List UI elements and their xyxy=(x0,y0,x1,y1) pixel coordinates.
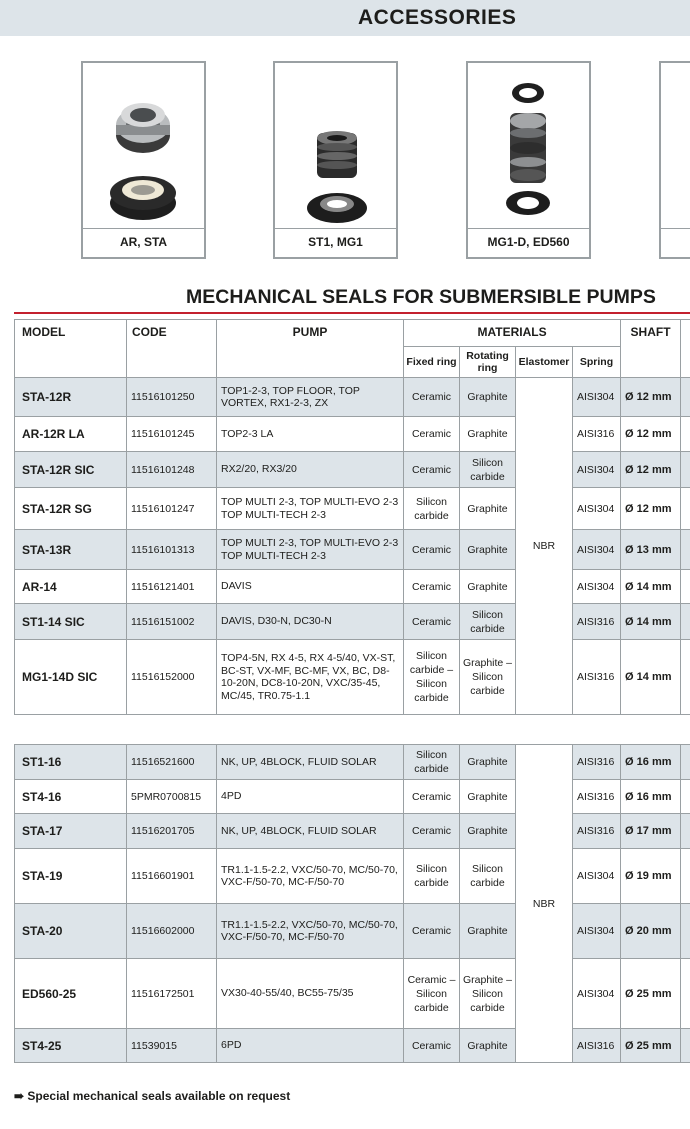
fixed-ring-cell: Ceramic xyxy=(404,604,460,640)
spring-cell: AISI304 xyxy=(573,904,621,959)
accessory-card-ar-sta[interactable] xyxy=(81,61,206,259)
model-cell: STA-17 xyxy=(15,814,127,849)
model-cell: MG1-14D SIC xyxy=(15,640,127,715)
code-cell: 11516101248 xyxy=(127,452,217,488)
rotating-ring-cell: Graphite xyxy=(460,1029,516,1063)
col-model: MODEL xyxy=(15,320,127,378)
code-cell: 11516201705 xyxy=(127,814,217,849)
fixed-ring-cell: Ceramic xyxy=(404,452,460,488)
rotating-ring-cell: Silicon carbide xyxy=(460,849,516,904)
fixed-ring-cell: Ceramic xyxy=(404,378,460,417)
code-cell: 11516101313 xyxy=(127,530,217,570)
pump-cell: 6PD xyxy=(217,1029,404,1063)
table-row xyxy=(15,780,690,814)
pump-cell: TOP1-2-3, TOP FLOOR, TOP VORTEX, RX1-2-3, ZX xyxy=(217,378,404,417)
pump-cell: NK, UP, 4BLOCK, FLUID SOLAR xyxy=(217,745,404,780)
col-pump: PUMP xyxy=(217,320,404,378)
fixed-ring-cell: Silicon carbide xyxy=(404,745,460,780)
code-cell: 11516101250 xyxy=(127,378,217,417)
spring-cell: AISI316 xyxy=(573,604,621,640)
fixed-ring-cell: Ceramic xyxy=(404,1029,460,1063)
code-cell: 11516152000 xyxy=(127,640,217,715)
code-cell: 5PMR0700815 xyxy=(127,780,217,814)
spring-cell: AISI304 xyxy=(573,570,621,604)
table-row xyxy=(15,849,690,904)
rotating-ring-cell: Graphite xyxy=(460,378,516,417)
rotating-ring-cell: Graphite xyxy=(460,904,516,959)
shaft-cell: Ø 19 mm xyxy=(621,849,681,904)
fixed-ring-cell: Silicon carbide xyxy=(404,849,460,904)
spring-cell: AISI304 xyxy=(573,530,621,570)
model-cell: ST4-25 xyxy=(15,1029,127,1063)
rotating-ring-cell: Graphite – Silicon carbide xyxy=(460,640,516,715)
pump-cell: TR1.1-1.5-2.2, VXC/50-70, MC/50-70, VXC-F/50-70, MC-F/50-70 xyxy=(217,849,404,904)
footnote xyxy=(14,1089,290,1103)
col-fixed-ring: Fixed ring xyxy=(404,347,460,378)
model-cell: STA-12R xyxy=(15,378,127,417)
page-title: ACCESSORIES xyxy=(358,6,517,29)
fixed-ring-cell: Ceramic – Silicon carbide xyxy=(404,959,460,1029)
fixed-ring-cell: Ceramic xyxy=(404,780,460,814)
shaft-cell: Ø 17 mm xyxy=(621,814,681,849)
rotating-ring-cell: Graphite xyxy=(460,814,516,849)
model-cell: STA-12R SIC xyxy=(15,452,127,488)
model-cell: ST4-16 xyxy=(15,780,127,814)
pump-cell: VX30-40-55/40, BC55-75/35 xyxy=(217,959,404,1029)
fixed-ring-cell: Ceramic xyxy=(404,570,460,604)
pump-cell: 4PD xyxy=(217,780,404,814)
code-cell: 11516151002 xyxy=(127,604,217,640)
pump-cell: TOP MULTI 2-3, TOP MULTI-EVO 2-3 TOP MULTI-TECH 2-3 xyxy=(217,530,404,570)
table-row xyxy=(15,378,690,417)
table-row xyxy=(15,417,690,452)
shaft-cell: Ø 16 mm xyxy=(621,780,681,814)
header-bar xyxy=(0,0,690,36)
accessory-caption: AR, STA xyxy=(83,228,204,257)
table-row xyxy=(15,814,690,849)
table-row xyxy=(15,1029,690,1063)
model-cell: STA-20 xyxy=(15,904,127,959)
spring-cell: AISI316 xyxy=(573,640,621,715)
table-row xyxy=(15,604,690,640)
spring-cell: AISI304 xyxy=(573,452,621,488)
spring-cell: AISI316 xyxy=(573,745,621,780)
fixed-ring-cell: Ceramic xyxy=(404,417,460,452)
model-cell: AR-14 xyxy=(15,570,127,604)
model-cell: STA-12R SG xyxy=(15,488,127,530)
rotating-ring-cell: Silicon carbide xyxy=(460,452,516,488)
code-cell: 11516601901 xyxy=(127,849,217,904)
rotating-ring-cell: Graphite xyxy=(460,570,516,604)
pump-cell: RX2/20, RX3/20 xyxy=(217,452,404,488)
shaft-cell: Ø 12 mm xyxy=(621,488,681,530)
code-cell: 11516121401 xyxy=(127,570,217,604)
pump-cell: TR1.1-1.5-2.2, VXC/50-70, MC/50-70, VXC-F/50-70, MC-F/50-70 xyxy=(217,904,404,959)
col-elastomer: Elastomer xyxy=(516,347,573,378)
accessory-card-st1-mg1[interactable] xyxy=(273,61,398,259)
pump-cell: NK, UP, 4BLOCK, FLUID SOLAR xyxy=(217,814,404,849)
shaft-cell: Ø 12 mm xyxy=(621,452,681,488)
col-code: CODE xyxy=(127,320,217,378)
section-divider xyxy=(14,312,690,314)
accessory-card-partial xyxy=(659,61,690,259)
model-cell: AR-12R LA xyxy=(15,417,127,452)
seal-image xyxy=(83,63,204,233)
model-cell: STA-19 xyxy=(15,849,127,904)
accessory-caption: ST1, MG1 xyxy=(275,228,396,257)
spring-cell: AISI316 xyxy=(573,1029,621,1063)
rotating-ring-cell: Graphite xyxy=(460,745,516,780)
spring-cell: AISI304 xyxy=(573,849,621,904)
seal-image xyxy=(468,63,589,233)
code-cell: 11539015 xyxy=(127,1029,217,1063)
rotating-ring-cell: Graphite xyxy=(460,488,516,530)
rotating-ring-cell: Graphite xyxy=(460,530,516,570)
fixed-ring-cell: Silicon carbide xyxy=(404,488,460,530)
code-cell: 11516101245 xyxy=(127,417,217,452)
shaft-cell: Ø 14 mm xyxy=(621,604,681,640)
shaft-cell: Ø 25 mm xyxy=(621,959,681,1029)
seals-table xyxy=(14,319,690,1063)
table-row xyxy=(15,530,690,570)
fixed-ring-cell: Ceramic xyxy=(404,814,460,849)
fixed-ring-cell: Ceramic xyxy=(404,904,460,959)
shaft-cell: Ø 12 mm xyxy=(621,417,681,452)
accessory-card-mg1d-ed560[interactable] xyxy=(466,61,591,259)
table-row xyxy=(15,570,690,604)
shaft-cell: Ø 14 mm xyxy=(621,640,681,715)
shaft-cell: Ø 16 mm xyxy=(621,745,681,780)
spring-cell: AISI316 xyxy=(573,417,621,452)
rotating-ring-cell: Graphite xyxy=(460,417,516,452)
code-cell: 11516521600 xyxy=(127,745,217,780)
rotating-ring-cell: Silicon carbide xyxy=(460,604,516,640)
shaft-cell: Ø 13 mm xyxy=(621,530,681,570)
table-row xyxy=(15,452,690,488)
elastomer-cell: NBR xyxy=(516,378,573,715)
col-rotating-ring: Rotating ring xyxy=(460,347,516,378)
code-cell: 11516602000 xyxy=(127,904,217,959)
spring-cell: AISI316 xyxy=(573,814,621,849)
shaft-cell: Ø 25 mm xyxy=(621,1029,681,1063)
model-cell: ST1-16 xyxy=(15,745,127,780)
col-materials: MATERIALS xyxy=(404,320,621,347)
shaft-cell: Ø 12 mm xyxy=(621,378,681,417)
section-title: MECHANICAL SEALS FOR SUBMERSIBLE PUMPS xyxy=(186,286,656,308)
fixed-ring-cell: Silicon carbide – Silicon carbide xyxy=(404,640,460,715)
pump-cell: DAVIS xyxy=(217,570,404,604)
spring-cell: AISI304 xyxy=(573,488,621,530)
footnote-text: Special mechanical seals available on request xyxy=(27,1089,291,1103)
model-cell: ST1-14 SIC xyxy=(15,604,127,640)
model-cell: STA-13R xyxy=(15,530,127,570)
table-row xyxy=(15,904,690,959)
rotating-ring-cell: Graphite xyxy=(460,780,516,814)
shaft-cell: Ø 20 mm xyxy=(621,904,681,959)
elastomer-cell: NBR xyxy=(516,745,573,1063)
shaft-cell: Ø 14 mm xyxy=(621,570,681,604)
table-row xyxy=(15,745,690,780)
arrow-icon: ➠ xyxy=(14,1089,25,1103)
table-row xyxy=(15,959,690,1029)
pump-cell: TOP4-5N, RX 4-5, RX 4-5/40, VX-ST, BC-ST, VX-MF, BC-MF, VX, BC, D8-10-20N, DC8-10-20N, VXC/35-45, MC/45, TR0.75-1.1 xyxy=(217,640,404,715)
pump-cell: TOP2-3 LA xyxy=(217,417,404,452)
col-shaft: SHAFT xyxy=(621,320,681,378)
model-cell: ED560-25 xyxy=(15,959,127,1029)
fixed-ring-cell: Ceramic xyxy=(404,530,460,570)
code-cell: 11516101247 xyxy=(127,488,217,530)
accessory-caption: MG1-D, ED560 xyxy=(468,228,589,257)
rotating-ring-cell: Graphite – Silicon carbide xyxy=(460,959,516,1029)
seal-image xyxy=(275,63,396,233)
pump-cell: TOP MULTI 2-3, TOP MULTI-EVO 2-3 TOP MULTI-TECH 2-3 xyxy=(217,488,404,530)
spring-cell: AISI304 xyxy=(573,378,621,417)
pump-cell: DAVIS, D30-N, DC30-N xyxy=(217,604,404,640)
col-spring: Spring xyxy=(573,347,621,378)
table-row xyxy=(15,640,690,715)
code-cell: 11516172501 xyxy=(127,959,217,1029)
spring-cell: AISI316 xyxy=(573,780,621,814)
spring-cell: AISI304 xyxy=(573,959,621,1029)
table-row xyxy=(15,488,690,530)
